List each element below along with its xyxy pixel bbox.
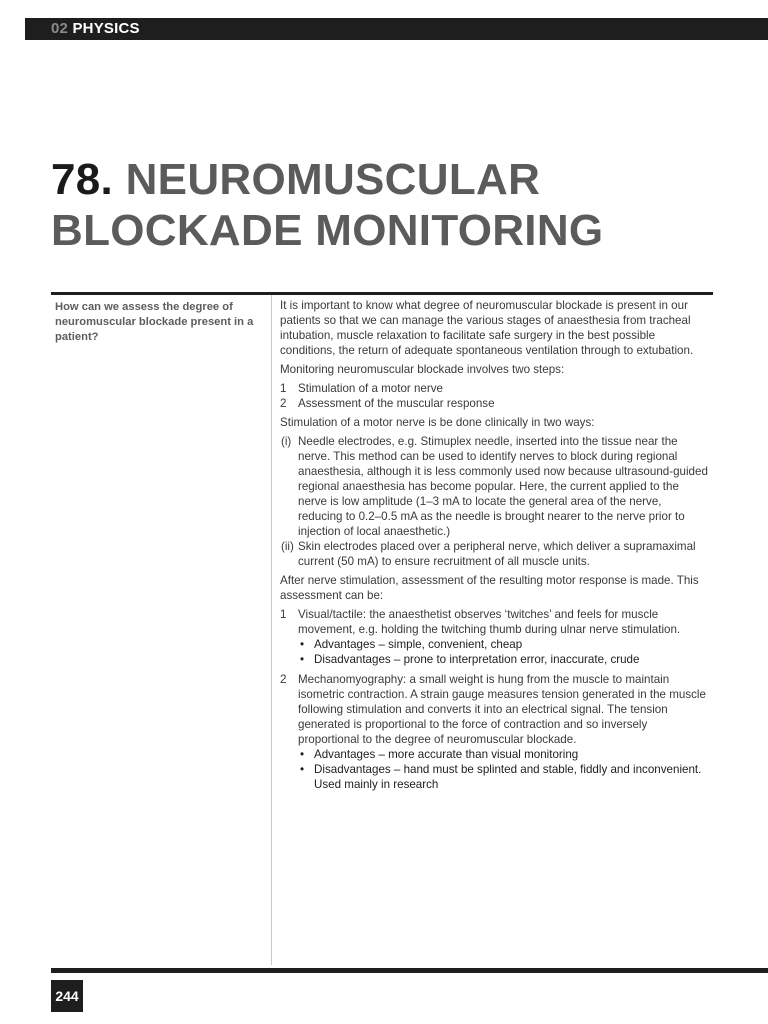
stimulation-intro: Stimulation of a motor nerve is be done clinically in two ways: (280, 416, 595, 429)
list-item (280, 434, 708, 539)
list-item-text: Needle electrodes, e.g. Stimuplex needle, inserted into the tissue near the nerve. This method can be used to identify nerves to block during regional anaesthesia, although it is less commonly used now because ultrasound-guided regional anaesthesia has become popular. Here, the current applied to the nerve is low amplitude (1–3 mA to locate the general area of the nerve, reducing to 0.2–0.5 mA as the needle is brought nearer to the nerve prior to injection of local anaesthetic.) (298, 435, 708, 538)
list-item-text: Skin electrodes placed over a peripheral nerve, which deliver a supramaximal current (50 mA) to ensure recruitment of all muscle units. (298, 540, 696, 568)
chapter-title (51, 154, 751, 256)
list-marker: (ii) (281, 540, 294, 553)
column-divider (271, 295, 272, 965)
list-marker: 2 (280, 673, 287, 686)
list-item (280, 396, 708, 411)
section-header-bar (25, 18, 768, 40)
title-divider-rule (51, 292, 713, 295)
bullet-dot: • (300, 763, 305, 776)
bullet-dot: • (300, 638, 305, 651)
bullet-item (298, 637, 708, 652)
list-item-text: Mechanomyography: a small weight is hung from the muscle to maintain isometric contraction. A strain gauge measures tension generated in the muscle following stimulation and converts it into an electrical signal. The tension generated is proportional to the force of contraction and so inversely proportional to the degree of neuromuscular blockade. (298, 673, 706, 746)
footer-rule (51, 968, 768, 973)
bullet-item (298, 652, 708, 667)
steps-intro: Monitoring neuromuscular blockade involves two steps: (280, 363, 565, 376)
stimulation-methods-list (280, 434, 708, 569)
bullet-item (298, 747, 708, 762)
section-number: 02 (51, 20, 69, 37)
chapter-title-line2: BLOCKADE MONITORING (51, 206, 604, 255)
list-item-text: Visual/tactile: the anaesthetist observes ‘twitches’ and feels for muscle movement, e.g. holding the twitching thumb during ulnar nerve stimulation. (298, 608, 681, 636)
section-label (51, 20, 140, 38)
list-marker: 1 (280, 608, 287, 621)
page-number: 244 (51, 980, 83, 1012)
list-item-text: Stimulation of a motor nerve (298, 382, 443, 395)
bullet-list (298, 747, 708, 792)
list-marker: 2 (280, 397, 287, 410)
steps-list (280, 381, 708, 411)
main-content (280, 298, 708, 796)
list-item (280, 539, 708, 569)
bullet-item (298, 762, 708, 792)
assessment-intro: After nerve stimulation, assessment of the resulting motor response is made. This assessment can be: (280, 574, 699, 602)
list-item (280, 607, 708, 667)
list-item-text: Assessment of the muscular response (298, 397, 495, 410)
section-name: PHYSICS (72, 20, 140, 37)
list-item (280, 672, 708, 792)
margin-question: How can we assess the degree of neuromuscular blockade present in a patient? (55, 301, 254, 343)
bullet-text: Advantages – simple, convenient, cheap (314, 638, 523, 651)
assessment-list (280, 607, 708, 792)
chapter-title-line1: NEUROMUSCULAR (125, 155, 541, 204)
bullet-text: Advantages – more accurate than visual monitoring (314, 748, 579, 761)
bullet-dot: • (300, 653, 305, 666)
bullet-dot: • (300, 748, 305, 761)
list-marker: 1 (280, 382, 287, 395)
bullet-text: Disadvantages – hand must be splinted and stable, fiddly and inconvenient. Used mainly in research (314, 763, 702, 791)
chapter-number: 78. (51, 155, 114, 204)
bullet-list (298, 637, 708, 667)
list-marker: (i) (281, 435, 292, 448)
intro-paragraph: It is important to know what degree of neuromuscular blockade is present in our patients so that we can manage the various stages of anaesthesia from tracheal intubation, muscle relaxation to facilitate safe surgery in the best possible conditions, the return of adequate spontaneous ventilation through to extubation. (280, 299, 694, 357)
bullet-text: Disadvantages – prone to interpretation error, inaccurate, crude (314, 653, 640, 666)
list-item (280, 381, 708, 396)
